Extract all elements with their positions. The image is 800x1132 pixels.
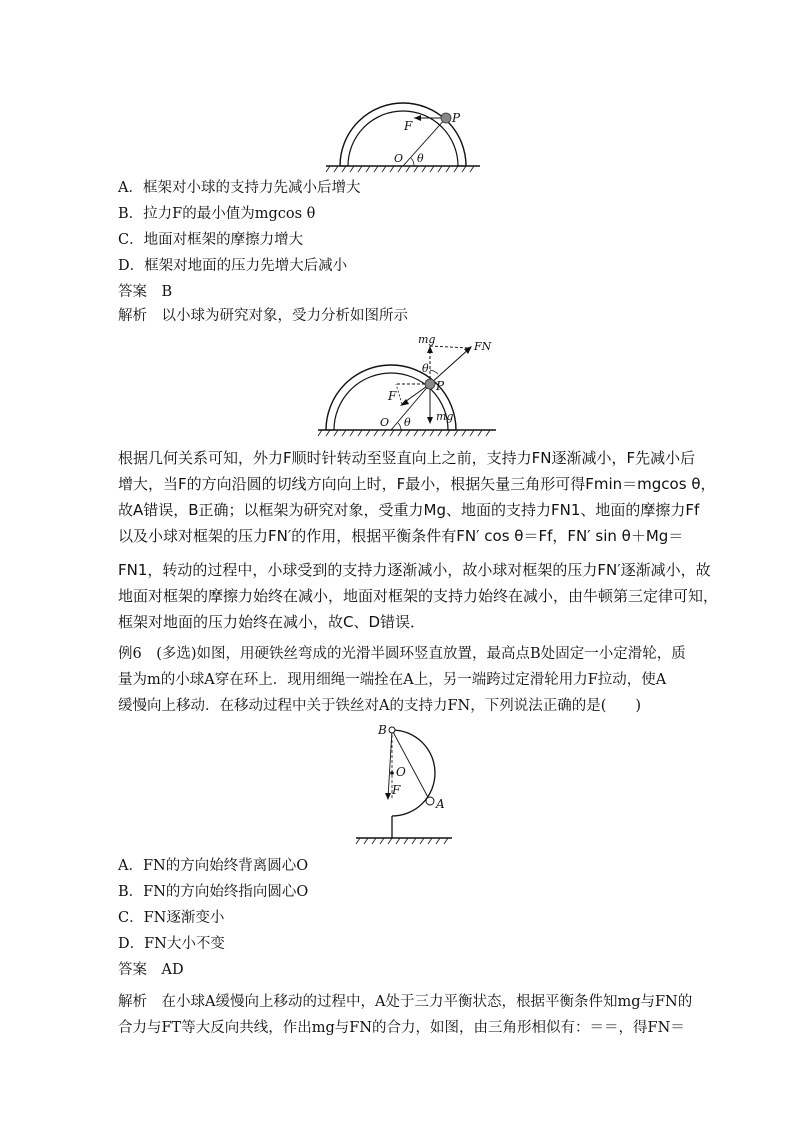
q5-analysis-line-1: 根据几何关系可知，外力F顺时针转动至竖直向上之前，支持力FN逐渐减小，F先减小后 — [118, 449, 696, 467]
fig2-label-P: P — [436, 379, 445, 393]
figure-frame-ball — [318, 96, 488, 176]
q5-analysis-line-7: 框架对地面的压力始终在减小，故C、D错误． — [118, 613, 426, 631]
q6-stem-line-2: 量为m的小球A穿在环上．现用细绳一端拴在A上，另一端跨过定滑轮用力F拉动，使A — [118, 672, 667, 688]
fig3-label-A: A — [436, 797, 445, 811]
q6-option-b: B．FN的方向始终指向圆心O — [118, 884, 309, 900]
q5-option-b: B．拉力F的最小值为mgcos θ — [118, 206, 316, 222]
q5-answer: 答案 B — [118, 284, 173, 300]
q6-option-a: A．FN的方向始终背离圆心O — [118, 858, 309, 874]
q5-analysis-intro: 解析 以小球为研究对象，受力分析如图所示 — [118, 308, 408, 324]
fig2-label-O: O — [380, 416, 390, 429]
fig3-label-O: O — [396, 765, 406, 779]
figure-force-analysis — [312, 334, 502, 440]
q5-option-d: D．框架对地面的压力先增大后减小 — [118, 258, 348, 274]
fig3-label-F: F — [392, 783, 401, 797]
fig2-label-theta2: θ — [404, 416, 411, 429]
fig2-label-theta: θ — [422, 362, 429, 375]
q6-option-c: C．FN逐渐变小 — [118, 910, 225, 926]
fig1-label-F: F — [404, 119, 413, 133]
q6-analysis-line-2: 合力与FT等大反向共线，作出mg与FN的合力，如图，由三角形相似有：＝＝，得FN＝ — [118, 1020, 685, 1036]
q5-option-a: A．框架对小球的支持力先减小后增大 — [118, 180, 361, 196]
fig1-label-P: P — [452, 111, 461, 125]
fig1-label-theta: θ — [417, 152, 424, 165]
q5-analysis-line-6: 地面对框架的摩擦力始终在减小，地面对框架的支持力始终在减小，由牛顿第三定律可知， — [118, 587, 719, 605]
q5-analysis-line-4: 以及小球对框架的压力FN′的作用，根据平衡条件有FN′ cos θ＝Ff，FN′ sin θ＋Mg＝ — [118, 527, 684, 545]
q6-answer: 答案 AD — [118, 962, 184, 978]
fig3-label-B: B — [378, 723, 387, 737]
fig1-label-O: O — [394, 152, 404, 165]
q5-option-c: C．地面对框架的摩擦力增大 — [118, 232, 304, 248]
q6-stem-line-3: 缓慢向上移动．在移动过程中关于铁丝对A的支持力FN，下列说法正确的是( ) — [118, 698, 642, 714]
q5-analysis-line-5: FN1，转动的过程中，小球受到的支持力逐渐减小，故小球对框架的压力FN′逐渐减小，故 — [118, 561, 711, 579]
fig2-label-FN: FN — [474, 340, 492, 353]
q5-analysis-line-3: 故A错误，B正确；以框架为研究对象，受重力Mg、地面的支持力FN1、地面的摩擦力Ff — [118, 501, 700, 519]
fig2-label-mg: mg — [436, 410, 454, 423]
fig2-label-mg-top: mg — [418, 334, 436, 346]
fig2-label-F: F — [388, 389, 397, 403]
figure-ring-pulley — [352, 718, 462, 850]
q5-analysis-line-2: 增大，当F的方向沿圆的切线方向向上时，F最小，根据矢量三角形可得Fmin＝mgcos θ， — [118, 475, 716, 493]
q6-stem-line-1: 例6 (多选)如图，用硬铁丝弯成的光滑半圆环竖直放置，最高点B处固定一小定滑轮，质 — [118, 646, 686, 662]
q6-option-d: D．FN大小不变 — [118, 936, 225, 952]
q6-analysis-line-1: 解析 在小球A缓慢向上移动的过程中，A处于三力平衡状态，根据平衡条件知mg与FN的 — [118, 994, 693, 1010]
